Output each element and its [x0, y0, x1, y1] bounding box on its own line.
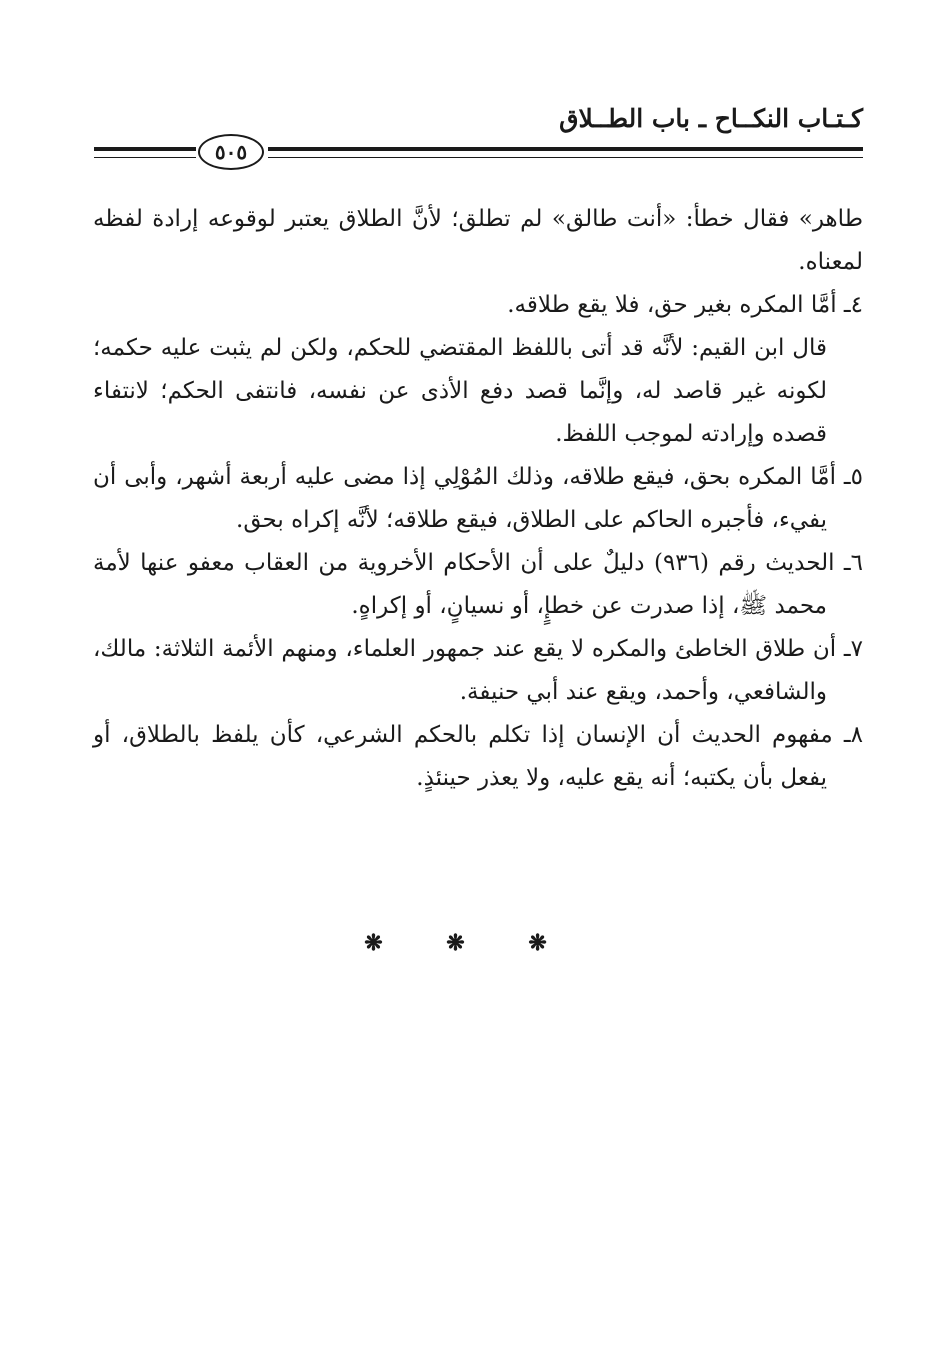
paragraph-point-6: ٦ـ الحديث رقم (٩٣٦) دليلٌ على أن الأحكام الأخروية من العقاب معفو عنها لأمة محمد ﷺ، إذا صدرت عن خطإٍ، أو نسيانٍ، أو إكراهٍ. [93, 550, 863, 619]
page-number-badge: ٥٠٥ [198, 134, 264, 170]
running-head-title: كـتـاب النكــاح ـ باب الطــلاق [559, 104, 863, 133]
paragraph-point-8: ٨ـ مفهوم الحديث أن الإنسان إذا تكلم بالحكم الشرعي، كأن يلفظ بالطلاق، أو يفعل بأن يكتبه؛ أنه يقع عليه، ولا يعذر حينئذٍ. [93, 722, 863, 791]
section-end-ornament: ❋ ❋ ❋ [364, 930, 575, 956]
header-rule-thick-left [94, 147, 196, 151]
paragraph-point-4: ٤ـ أمَّا المكره بغير حق، فلا يقع طلاقه. [507, 292, 863, 318]
body-text [93, 198, 863, 800]
header-rule-thin-right [268, 157, 863, 158]
header-rule-thin-left [94, 157, 196, 158]
paragraph-point-7: ٧ـ أن طلاق الخاطئ والمكره لا يقع عند جمهور العلماء، ومنهم الأئمة الثلاثة: مالك، والشافعي، وأحمد، ويقع عند أبي حنيفة. [93, 636, 863, 705]
paragraph-continuation: طاهر» فقال خطأ: «أنت طالق» لم تطلق؛ لأنَّ الطلاق يعتبر لوقوعه إرادة لفظه لمعناه. [93, 206, 863, 275]
header-rule-thick-right [268, 147, 863, 151]
paragraph-point-5: ٥ـ أمَّا المكره بحق، فيقع طلاقه، وذلك المُوْلِي إذا مضى عليه أربعة أشهر، وأبى أن يفيء، فأجبره الحاكم على الطلاق، فيقع طلاقه؛ لأنَّه إكراه بحق. [93, 464, 863, 533]
paragraph-ibn-qayyim-quote: قال ابن القيم: لأنَّه قد أتى باللفظ المقتضي للحكم، ولكن لم يثبت عليه حكمه؛ لكونه غير قاصد له، وإنَّما قصد دفع الأذى عن نفسه، فانتفى الحكم؛ لانتفاء قصده وإرادته لموجب اللفظ. [93, 335, 827, 447]
